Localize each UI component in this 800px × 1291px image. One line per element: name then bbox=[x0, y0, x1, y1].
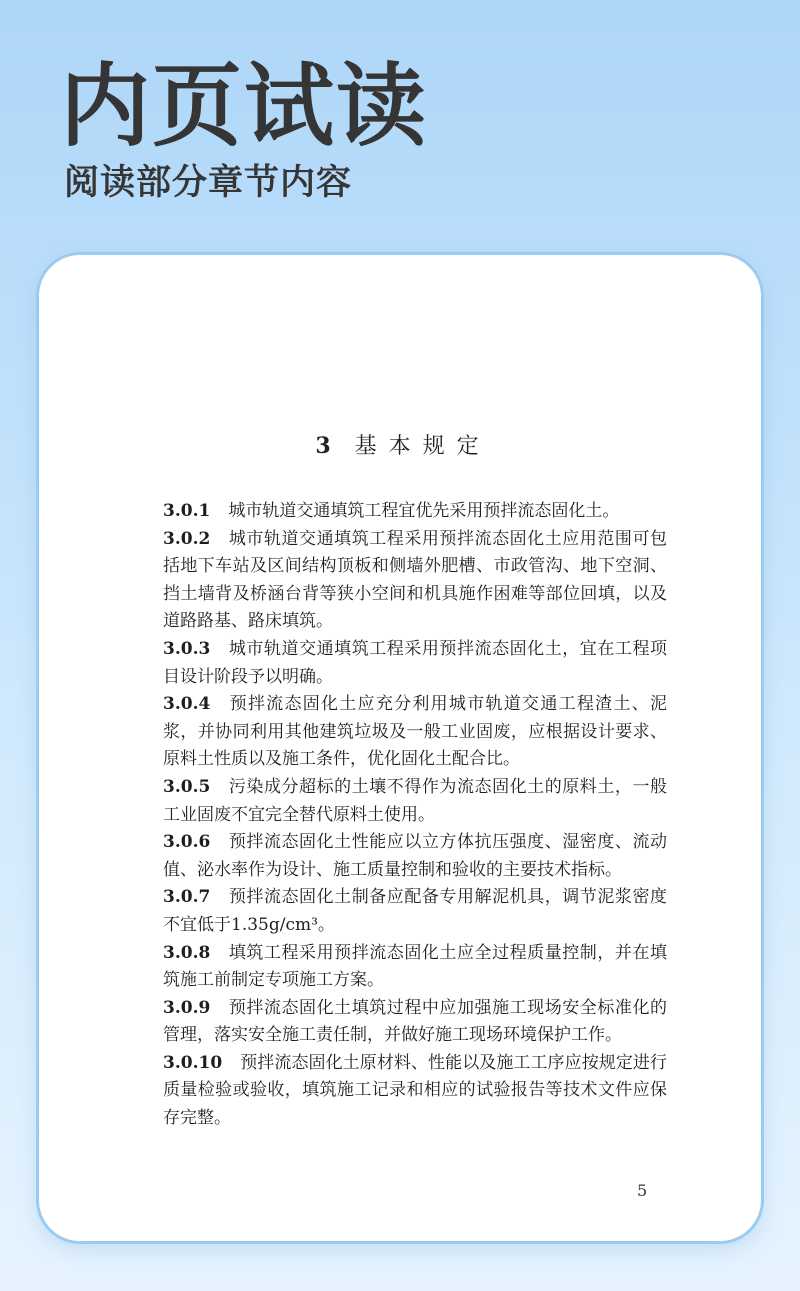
clause-text: 污染成分超标的土壤不得作为流态固化土的原料土，一般工业固废不宜完全替代原料土使用。 bbox=[163, 776, 667, 825]
preview-card bbox=[36, 252, 764, 1244]
clause bbox=[163, 829, 667, 884]
clause-number: 3.0.9 bbox=[163, 997, 211, 1018]
clause-text: 填筑工程采用预拌流态固化土应全过程质量控制，并在填筑施工前制定专项施工方案。 bbox=[163, 942, 667, 991]
clause-number: 3.0.10 bbox=[163, 1052, 223, 1073]
chapter-number: 3 bbox=[315, 433, 331, 459]
clause bbox=[163, 636, 667, 691]
clause bbox=[163, 691, 667, 774]
clause-text: 预拌流态固化土制备应配备专用解泥机具，调节泥浆密度不宜低于1.35g/cm³。 bbox=[163, 887, 667, 935]
clause bbox=[163, 995, 667, 1050]
clause bbox=[163, 774, 667, 829]
clause-number: 3.0.6 bbox=[163, 832, 211, 853]
clause-number: 3.0.8 bbox=[163, 942, 211, 963]
clause-text: 城市轨道交通填筑工程采用预拌流态固化土应用范围可包括地下车站及区间结构顶板和侧墙外肥槽、市政管沟、地下空洞、挡土墙背及桥涵台背等狭小空间和机具施作困难等部位回填，以及道路路基、路床填筑。 bbox=[163, 528, 667, 632]
clause bbox=[163, 1050, 667, 1133]
page-subheading: 阅读部分章节内容 bbox=[64, 163, 353, 203]
clause bbox=[163, 526, 667, 636]
chapter-title bbox=[39, 429, 767, 460]
clause-text: 城市轨道交通填筑工程采用预拌流态固化土，宜在工程项目设计阶段予以明确。 bbox=[163, 638, 667, 687]
clause-number: 3.0.4 bbox=[163, 694, 211, 715]
clause-number: 3.0.3 bbox=[163, 638, 211, 659]
clause-text: 预拌流态固化土原材料、性能以及施工工序应按规定进行质量检验或验收，填筑施工记录和相应的试验报告等技术文件应保存完整。 bbox=[163, 1052, 667, 1129]
page-heading: 内页试读 bbox=[60, 54, 428, 159]
chapter-name: 基本规定 bbox=[354, 434, 491, 459]
clause-text: 预拌流态固化土应充分利用城市轨道交通工程渣土、泥浆，并协同利用其他建筑垃圾及一般工业固废，应根据设计要求、原料土性质以及施工条件，优化固化土配合比。 bbox=[163, 694, 667, 770]
clause bbox=[163, 884, 667, 939]
clause-text: 预拌流态固化土性能应以立方体抗压强度、湿密度、流动值、泌水率作为设计、施工质量控制和验收的主要技术指标。 bbox=[163, 832, 667, 880]
clauses-list bbox=[163, 498, 667, 1133]
clause-text: 城市轨道交通填筑工程宜优先采用预拌流态固化土。 bbox=[228, 501, 620, 521]
clause-number: 3.0.2 bbox=[163, 528, 211, 549]
clause bbox=[163, 498, 667, 526]
page-number: 5 bbox=[637, 1181, 648, 1200]
clause-text: 预拌流态固化土填筑过程中应加强施工现场安全标准化的管理，落实安全施工责任制，并做好施工现场环境保护工作。 bbox=[163, 997, 667, 1046]
clause-number: 3.0.1 bbox=[163, 501, 211, 521]
clause bbox=[163, 940, 667, 995]
clause-number: 3.0.7 bbox=[163, 887, 211, 908]
clause-number: 3.0.5 bbox=[163, 776, 211, 797]
